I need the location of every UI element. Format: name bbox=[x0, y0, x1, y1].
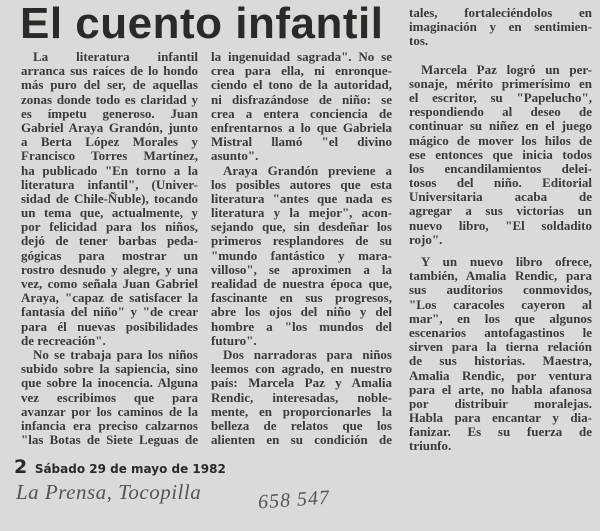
text-line: Dos narradoras para niños bbox=[223, 347, 392, 362]
text-line: mágico de mover los hilos de bbox=[409, 133, 592, 148]
text-line: tosos del niño. Editorial bbox=[409, 176, 592, 191]
article-column-3 bbox=[409, 6, 592, 454]
text-line: futuro". bbox=[211, 333, 257, 348]
text-line: "las Botas de Siete Leguas de bbox=[21, 433, 198, 448]
text-line: nuevo libro, "El soldadito bbox=[409, 218, 592, 233]
text-line: villoso", se aproximen a la bbox=[211, 262, 392, 277]
text-line: arranca sus raíces de lo hondo bbox=[21, 64, 198, 79]
text-line: fantasía del niño" y "de crear bbox=[21, 305, 198, 320]
paragraph-gap bbox=[409, 49, 592, 63]
text-line: la ingenuidad sagrada". No se bbox=[211, 50, 392, 64]
text-line: avanzar por los caminos de la bbox=[21, 404, 198, 419]
article-title: El cuento infantil bbox=[20, 0, 384, 48]
text-line: ha publicado "En torno a la bbox=[21, 163, 198, 178]
text-line: los encandilamientos delei- bbox=[409, 161, 592, 176]
text-line: un tema que, actualmente, y bbox=[21, 206, 198, 221]
text-line: abre los ojos del niño y del bbox=[211, 305, 392, 320]
text-line: país: Marcela Paz y Amalia bbox=[211, 376, 392, 391]
text-line: de recreación". bbox=[21, 333, 106, 348]
text-line: asunto". bbox=[211, 149, 259, 164]
text-line: Universitaria acaba de bbox=[409, 190, 592, 205]
text-line: hombre a "los mundos del bbox=[211, 319, 392, 334]
text-line: enfrentarnos a lo que Gabriela bbox=[211, 120, 392, 135]
paragraph bbox=[409, 255, 592, 454]
paragraph bbox=[21, 348, 198, 447]
text-line: para él nuevas posibilidades bbox=[21, 319, 198, 334]
text-line: crea para ella, ni enronque- bbox=[211, 64, 392, 79]
text-line: "mundo fantástico y mara- bbox=[211, 248, 392, 263]
text-line: los posibles autores que esta bbox=[211, 177, 392, 192]
text-line: triunfo. bbox=[409, 439, 452, 454]
text-line: La literatura infantil bbox=[33, 50, 198, 64]
text-line: para el arte, no habla afanosa bbox=[409, 382, 592, 397]
paragraph bbox=[211, 50, 392, 164]
handwritten-catalog-number: 658 547 bbox=[257, 486, 331, 514]
text-line: de sus historias. Maestra, bbox=[409, 354, 592, 369]
paragraph bbox=[211, 164, 392, 348]
text-line: gógicas para mostrar un bbox=[21, 248, 198, 263]
text-line: primeros resplandores de su bbox=[211, 234, 392, 249]
text-line: dejó de tener barbas peda- bbox=[21, 234, 198, 249]
text-line: zonas donde todo es claridad y bbox=[21, 92, 198, 107]
text-line: crea a entera conciencia de bbox=[211, 106, 392, 121]
text-line: vez escribimos que para bbox=[21, 390, 198, 405]
paragraph bbox=[211, 348, 392, 447]
text-line: a Berta López Morales y bbox=[21, 135, 198, 150]
text-line: mente, en proporcionarles la bbox=[211, 404, 392, 419]
text-line: fascinante en sus progresos, bbox=[211, 291, 392, 306]
text-line: imaginación y en sentimien- bbox=[409, 20, 592, 35]
text-line: por felicidad para los niños, bbox=[21, 220, 198, 235]
page-number: 2 bbox=[14, 456, 28, 478]
text-line: Araya, "capaz de satisfacer la bbox=[21, 291, 198, 306]
paragraph-gap bbox=[409, 247, 592, 255]
text-line: "Los caracoles cayeron al bbox=[409, 297, 592, 312]
page-footer bbox=[14, 458, 226, 477]
text-line: sonaje, mérito primerísimo en bbox=[409, 76, 592, 91]
text-line: también, Amalia Rendic, para bbox=[409, 269, 592, 284]
text-line: Habla para encantar y dia- bbox=[409, 411, 592, 426]
text-line: ni disfrazándose de niño: se bbox=[211, 92, 392, 107]
text-line: rojo". bbox=[409, 232, 443, 247]
text-line: infancia era preciso calzarnos bbox=[21, 418, 198, 433]
text-line: ese entonces que inicia todos bbox=[409, 147, 592, 162]
text-line: respondiendo al deseo de bbox=[409, 105, 592, 120]
text-line: alienten en su condición de bbox=[211, 433, 392, 448]
text-line: por distribuir moralejas. bbox=[409, 396, 592, 411]
paragraph bbox=[409, 6, 592, 49]
text-line: Marcela Paz logró un per- bbox=[421, 62, 592, 77]
text-line: tos. bbox=[409, 34, 429, 49]
text-line: literatura y la mejor", acon- bbox=[211, 206, 392, 221]
text-line: sidad de Chile-Ñuble), tocando bbox=[21, 191, 198, 206]
text-line: Amalia Rendic, por ventura bbox=[409, 368, 592, 383]
text-line: realidad de nuestra época que, bbox=[211, 277, 392, 291]
text-line: literatura infantil", (Univer- bbox=[21, 177, 198, 192]
paragraph bbox=[409, 63, 592, 247]
text-line: Y un nuevo libro ofrece, bbox=[421, 255, 592, 269]
article-column-1 bbox=[21, 50, 198, 447]
paragraph bbox=[21, 50, 198, 348]
text-line: tales, fortaleciéndolos en bbox=[409, 6, 592, 20]
text-line: belleza de relatos que los bbox=[211, 418, 392, 433]
text-line: continuar su niñez en el juego bbox=[409, 119, 592, 134]
text-line: agregar a sus victorias un bbox=[409, 204, 592, 219]
text-line: Araya Grandón previene a bbox=[223, 163, 392, 178]
text-line: mar", en los que algunos bbox=[409, 311, 592, 326]
text-line: vez, como señala Juan Gabriel bbox=[21, 277, 198, 291]
text-line: subido sobre la sapiencia, sino bbox=[21, 362, 198, 377]
text-line: fanizar. Es su fuerza de bbox=[409, 425, 592, 440]
text-line: Mistral llamó "el divino bbox=[211, 135, 392, 150]
text-line: el escritor, su "Papelucho", bbox=[409, 90, 592, 105]
text-line: escenarios antofagastinos le bbox=[409, 325, 592, 340]
text-line: Francisco Torres Martínez, bbox=[21, 149, 198, 164]
text-line: Rendic, interesadas, noble- bbox=[211, 390, 392, 405]
text-line: sejando que, sin desdeñar los bbox=[211, 220, 392, 235]
text-line: sirven para la tierna relación bbox=[409, 340, 592, 355]
text-line: literatura "antes que nada es bbox=[211, 191, 392, 206]
text-line: rostro desnudo y alegre, y una bbox=[21, 262, 198, 277]
publication-date: Sábado 29 de mayo de 1982 bbox=[34, 462, 226, 476]
handwritten-source: La Prensa, Tocopilla bbox=[16, 480, 202, 504]
text-line: es ímpetu generoso. Juan bbox=[21, 106, 198, 121]
text-line: sus auditorios conmovidos, bbox=[409, 283, 592, 298]
article-column-2 bbox=[211, 50, 392, 447]
text-line: que sobre la inocencia. Alguna bbox=[21, 376, 198, 391]
text-line: ciendo el tono de la autoridad, bbox=[211, 78, 392, 93]
text-line: No se trabaja para los niños bbox=[33, 347, 198, 362]
text-line: más puro del ser, de aquellas bbox=[21, 78, 198, 93]
text-line: Gabriel Araya Grandón, junto bbox=[21, 120, 198, 135]
text-line: leemos con agrado, en nuestro bbox=[211, 362, 392, 377]
